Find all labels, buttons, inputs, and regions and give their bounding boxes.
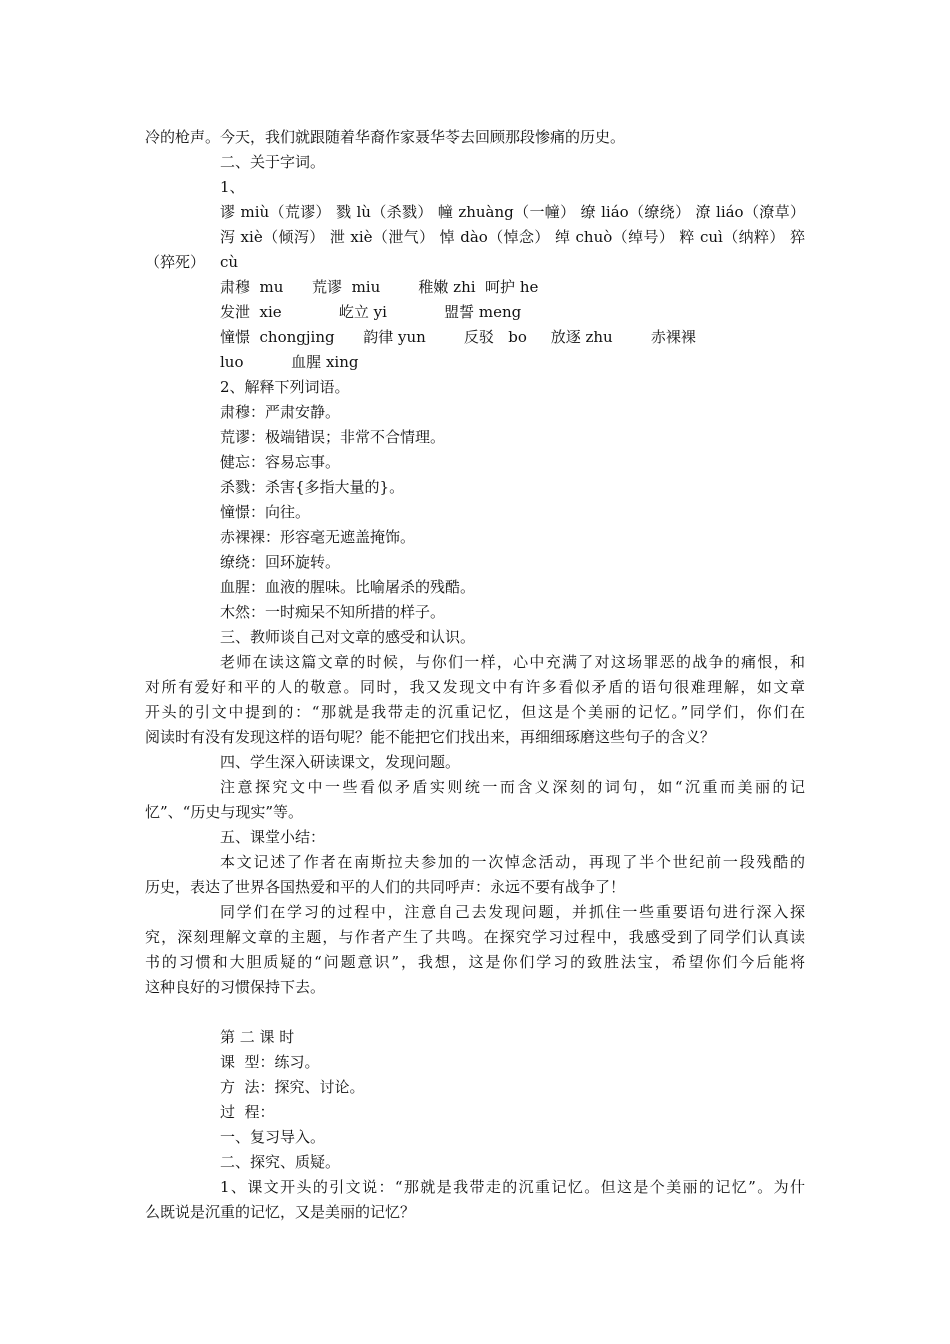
- paragraph-line: 么既说是沉重的记忆，又是美丽的记忆？: [145, 1203, 416, 1221]
- definition-line: 木然：一时痴呆不知所措的样子。: [220, 603, 446, 621]
- paragraph-line: 阅读时有没有发现这样的语句呢？能不能把它们找出来，再细细琢磨这些句子的含义？: [145, 728, 716, 746]
- pinyin-line: luo 血腥 xing: [220, 353, 359, 371]
- definition-line: 血腥：血液的腥味。比喻屠杀的残酷。: [220, 578, 476, 596]
- section-heading: 三、教师谈自己对文章的感受和认识。: [220, 628, 476, 646]
- paragraph-line: 对所有爱好和平的人的敬意。同时，我又发现文中有许多看似矛盾的语句很难理解，如文章: [145, 678, 805, 696]
- definition-line: 杀戮：杀害{多指大量的}。: [220, 478, 405, 496]
- list-number: 1、: [220, 178, 245, 196]
- definition-line: 健忘：容易忘事。: [220, 453, 341, 471]
- definition-line: 缭绕：回环旋转。: [220, 553, 341, 571]
- lesson-meta: 课 型：练习。: [220, 1053, 320, 1071]
- paragraph-line: 开头的引文中提到的：“那就是我带走的沉重记忆，但这是个美丽的记忆。”同学们，你们在: [145, 703, 805, 721]
- paragraph-line: 历史，表达了世界各国热爱和平的人们的共同呼声：永远不要有战争了！: [145, 878, 626, 896]
- paragraph-line: 老师在读这篇文章的时候，与你们一样，心中充满了对这场罪恶的战争的痛恨，和: [220, 653, 805, 671]
- section-heading: 二、探究、质疑。: [220, 1153, 341, 1171]
- definition-line: 荒谬：极端错误；非常不合情理。: [220, 428, 446, 446]
- pinyin-line: 憧憬 chongjing 韵律 yun 反驳 bo 放逐 zhu 赤裸裸: [220, 328, 696, 346]
- section-heading: 四、学生深入研读课文，发现问题。: [220, 753, 461, 771]
- section-heading: 二、关于字词。: [220, 153, 326, 171]
- definition-line: 赤裸裸：形容毫无遮盖掩饰。: [220, 528, 416, 546]
- definition-line: 肃穆：严肃安静。: [220, 403, 341, 421]
- text-line: 冷的枪声。今天，我们就跟随着华裔作家聂华苓去回顾那段惨痛的历史。: [145, 128, 626, 146]
- paragraph-line: 这种良好的习惯保持下去。: [145, 978, 326, 996]
- list-number: 2、解释下列词语。: [220, 378, 350, 396]
- lesson-meta: 过 程：: [220, 1103, 275, 1121]
- definition-line: 憧憬：向往。: [220, 503, 311, 521]
- pinyin-line: 发泄 xie 屹立 yi 盟誓 meng: [220, 303, 522, 321]
- paragraph-line: 本文记述了作者在南斯拉夫参加的一次悼念活动，再现了半个世纪前一段残酷的: [220, 853, 805, 871]
- paragraph-line: 究，深刻理解文章的主题，与作者产生了共鸣。在探究学习过程中，我感受到了同学们认真读: [145, 928, 805, 946]
- pinyin-line: （猝死）: [145, 253, 206, 271]
- paragraph-line: 书的习惯和大胆质疑的“问题意识”，我想，这是你们学习的致胜法宝，希望你们今后能将: [145, 953, 805, 971]
- pinyin-line: 泻 xiè（倾泻） 泄 xiè（泄气） 悼 dào（悼念） 绰 chuò（绰号） 粹 cuì（纳粹） 猝 cù: [220, 228, 805, 271]
- pinyin-line: 谬 miù（荒谬） 戮 lù（杀戮） 幢 zhuàng（一幢） 缭 liáo（缭绕） 潦 liáo（潦草）: [220, 203, 805, 221]
- pinyin-line: 肃穆 mu 荒谬 miu 稚嫩 zhi 呵护 he: [220, 278, 539, 296]
- paragraph-line: 1、课文开头的引文说：“那就是我带走的沉重记忆。但这是个美丽的记忆”。为什: [220, 1178, 805, 1196]
- lesson-heading: 第 二 课 时: [220, 1028, 295, 1046]
- section-heading: 一、复习导入。: [220, 1128, 326, 1146]
- paragraph-line: 同学们在学习的过程中，注意自己去发现问题，并抓住一些重要语句进行深入探: [220, 903, 805, 921]
- paragraph-line: 忆”、“历史与现实”等。: [145, 803, 304, 821]
- section-heading: 五、课堂小结：: [220, 828, 326, 846]
- paragraph-line: 注意探究文中一些看似矛盾实则统一而含义深刻的词句，如“沉重而美丽的记: [220, 778, 805, 796]
- lesson-meta: 方 法：探究、讨论。: [220, 1078, 365, 1096]
